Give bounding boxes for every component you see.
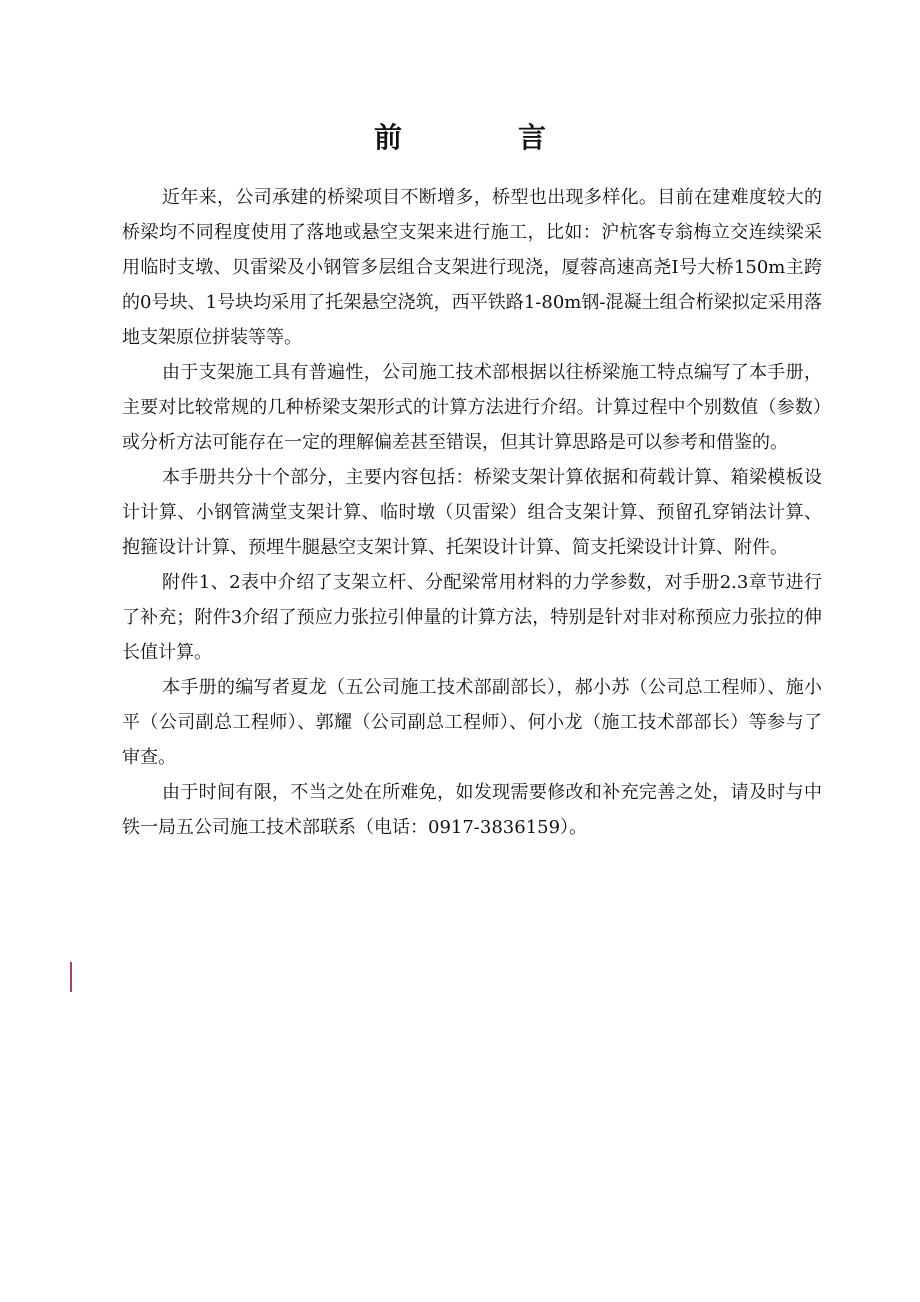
- paragraph-6: 由于时间有限，不当之处在所难免，如发现需要修改和补充完善之处，请及时与中铁一局五公司施工技术部联系（电话：0917-3836159）。: [122, 782, 822, 838]
- margin-change-bar: [70, 962, 72, 992]
- paragraph-2: 由于支架施工具有普遍性，公司施工技术部根据以往桥梁施工特点编写了本手册，主要对比较常规的几种桥梁支架形式的计算方法进行介绍。计算过程中个别数值（参数）或分析方法可能存在一定的理解偏差甚至错误，但其计算思路是可以参考和借鉴的。: [122, 362, 822, 453]
- preface-body: [122, 180, 822, 845]
- page-title: 前 言: [373, 121, 590, 154]
- paragraph-4: 附件1、2表中介绍了支架立杆、分配梁常用材料的力学参数，对手册2.3章节进行了补充；附件3介绍了预应力张拉引伸量的计算方法，特别是针对非对称预应力张拉的伸长值计算。: [122, 572, 822, 663]
- paragraph-1: 近年来，公司承建的桥梁项目不断增多，桥型也出现多样化。目前在建难度较大的桥梁均不同程度使用了落地或悬空支架来进行施工，比如：沪杭客专翁梅立交连续梁采用临时支墩、贝雷梁及小钢管多层组合支架进行现浇，厦蓉高速高尧Ⅰ号大桥150m主跨的0号块、1号块均采用了托架悬空浇筑，西平铁路1-80m钢-混凝土组合桁梁拟定采用落地支架原位拼装等等。: [122, 187, 822, 348]
- paragraph-5: 本手册的编写者夏龙（五公司施工技术部副部长），郝小苏（公司总工程师）、施小平（公司副总工程师）、郭耀（公司副总工程师）、何小龙（施工技术部部长）等参与了审查。: [122, 677, 822, 768]
- paragraph-3: 本手册共分十个部分，主要内容包括：桥梁支架计算依据和荷载计算、箱梁模板设计计算、小钢管满堂支架计算、临时墩（贝雷梁）组合支架计算、预留孔穿销法计算、抱箍设计计算、预埋牛腿悬空支架计算、托架设计计算、简支托梁设计计算、附件。: [122, 467, 822, 558]
